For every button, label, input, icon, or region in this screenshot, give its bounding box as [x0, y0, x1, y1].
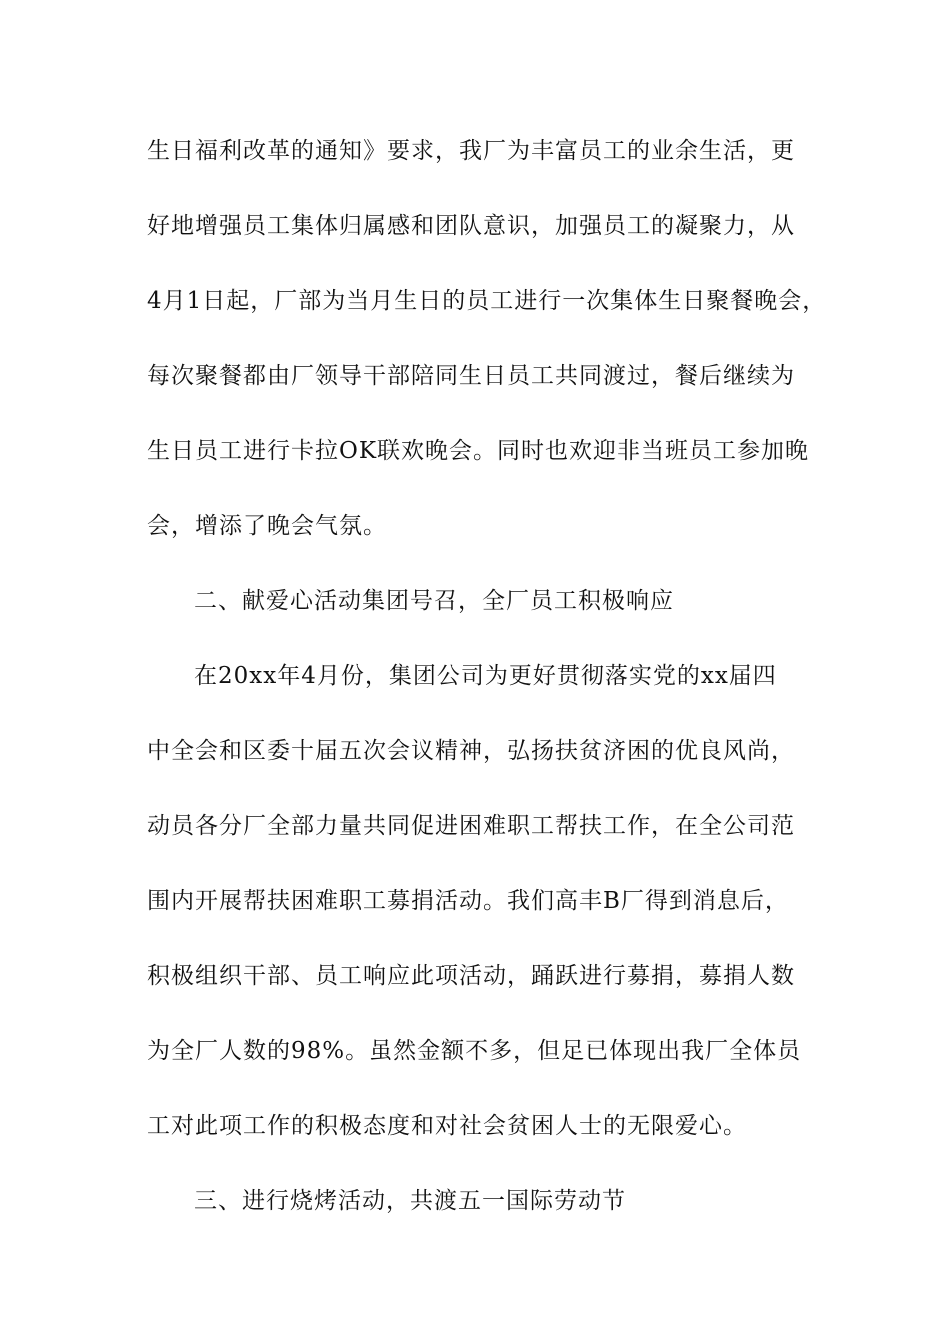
section-heading: 三、进行烧烤活动，共渡五一国际劳动节 [194, 1188, 626, 1214]
section-heading: 二、献爱心活动集团号召，全厂员工积极响应 [194, 588, 674, 614]
body-text-line: 积极组织干部、员工响应此项活动，踊跃进行募捐，募捐人数 [147, 963, 795, 989]
body-text-line: 围内开展帮扶困难职工募捐活动。我们高丰B厂得到消息后， [147, 888, 789, 914]
body-text-line: 生日福利改革的通知》要求，我厂为丰富员工的业余生活，更 [147, 138, 795, 164]
body-text-line: 4月1日起，厂部为当月生日的员工进行一次集体生日聚餐晚会， [147, 288, 827, 314]
body-text-line: 为全厂人数的98%。虽然金额不多，但足已体现出我厂全体员 [147, 1038, 802, 1064]
body-text-line: 好地增强员工集体归属感和团队意识，加强员工的凝聚力，从 [147, 213, 795, 239]
body-text-line: 在20xx年4月份，集团公司为更好贯彻落实党的xx届四 [194, 663, 777, 689]
body-text-line: 生日员工进行卡拉OK联欢晚会。同时也欢迎非当班员工参加晚 [147, 438, 810, 464]
body-text-line: 每次聚餐都由厂领导干部陪同生日员工共同渡过，餐后继续为 [147, 363, 795, 389]
body-text-line: 工对此项工作的积极态度和对社会贫困人士的无限爱心。 [147, 1113, 747, 1139]
body-text-line: 会，增添了晚会气氛。 [147, 513, 387, 539]
body-text-line: 动员各分厂全部力量共同促进困难职工帮扶工作，在全公司范 [147, 813, 795, 839]
body-text-line: 中全会和区委十届五次会议精神，弘扬扶贫济困的优良风尚， [147, 738, 795, 764]
